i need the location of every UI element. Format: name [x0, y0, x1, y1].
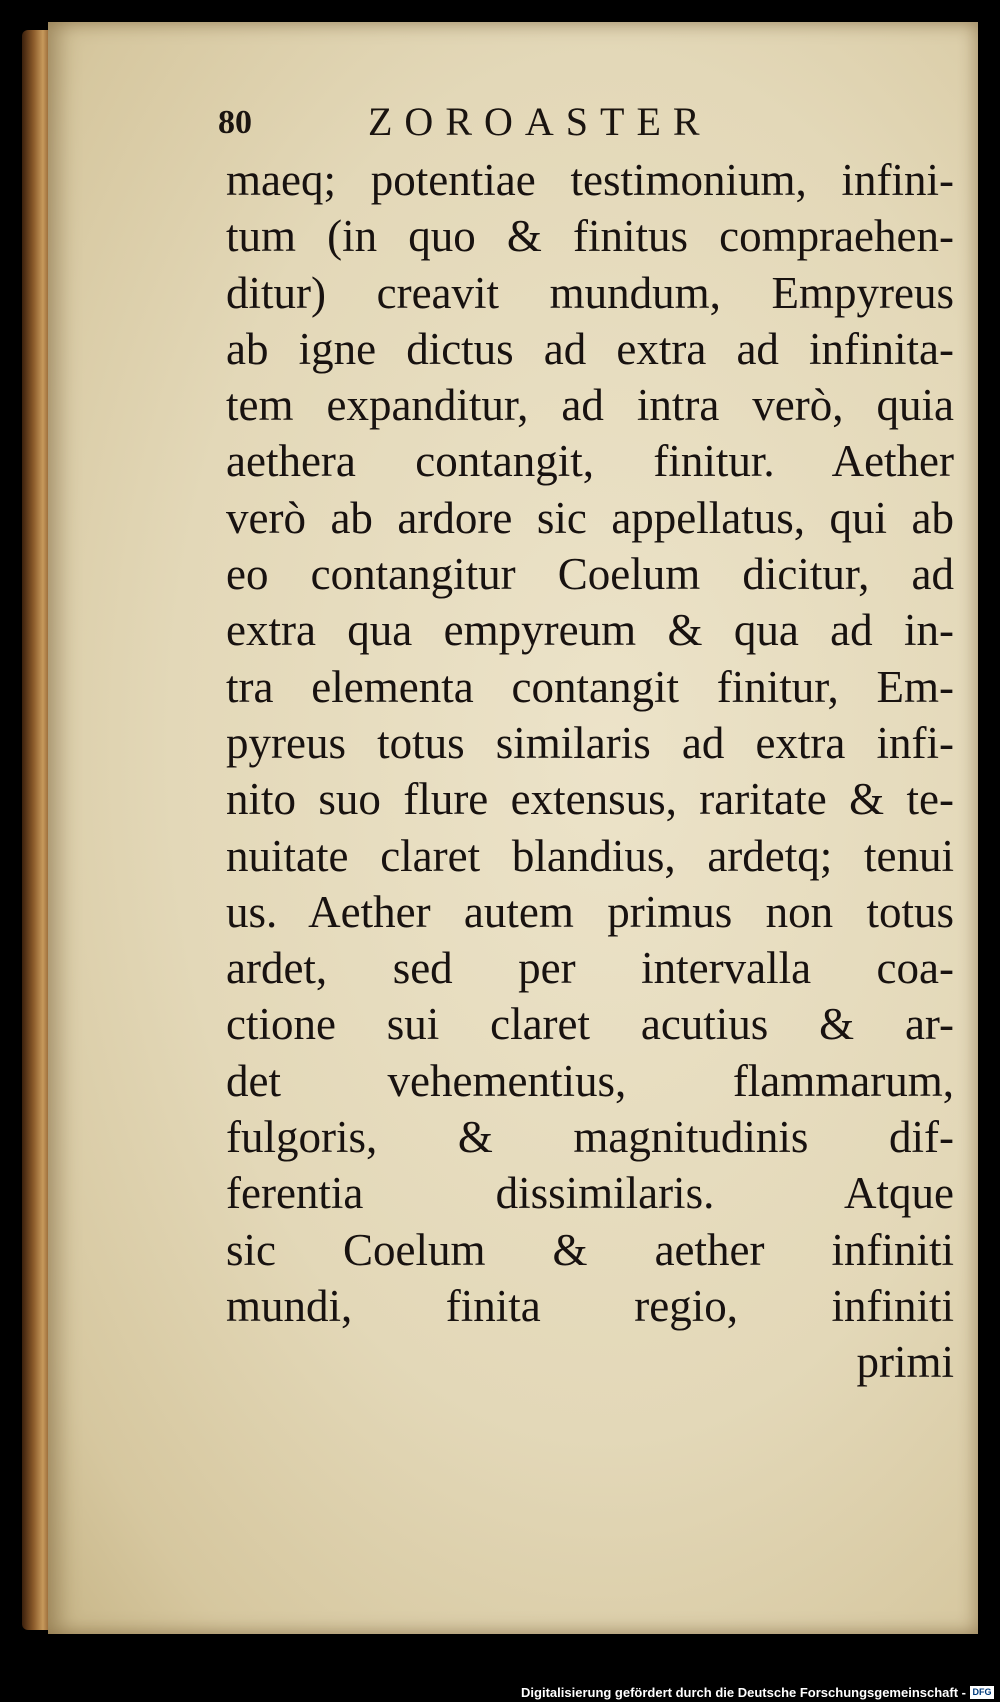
text-line: mundi, finita regio, infiniti — [226, 1280, 954, 1331]
text-line: nito suo flure extensus, raritate & te- — [226, 774, 954, 825]
text-line: fulgoris, & magnitudinis dif- — [226, 1112, 954, 1163]
catchword: primi — [856, 1337, 954, 1388]
text-line: ardet, sed per intervalla coa- — [226, 943, 954, 994]
text-line: tem expanditur, ad intra verò, quia — [226, 380, 954, 431]
text-line: maeq; potentiae testimonium, infini- — [226, 155, 954, 205]
dfg-logo-icon: DFG — [970, 1686, 994, 1699]
text-line: ab igne dictus ad extra ad infinita- — [226, 323, 954, 374]
text-line: tra elementa contangit finitur, Em- — [226, 661, 954, 712]
text-line: ferentia dissimilaris. Atque — [226, 1168, 954, 1219]
running-head: ZOROASTER — [368, 99, 712, 144]
text-line: nuitate claret blandius, ardetq; tenui — [226, 830, 954, 881]
digitization-credit: Digitalisierung gefördert durch die Deutsche Forschungsgemeinschaft - — [521, 1685, 966, 1700]
text-line: extra qua empyreum & qua ad in- — [226, 605, 954, 656]
text-line: aethera contangit, finitur. Aether — [226, 436, 954, 487]
text-line: ctione sui claret acutius & ar- — [226, 999, 954, 1050]
text-line: eo contangitur Coelum dicitur, ad — [226, 549, 954, 600]
text-line: verò ab ardore sic appellatus, qui ab — [226, 492, 954, 543]
text-line: us. Aether autem primus non totus — [226, 886, 954, 937]
text-line: ditur) creavit mundum, Empyreus — [226, 267, 954, 318]
text-line: sic Coelum & aether infiniti — [226, 1224, 954, 1275]
text-line: tum (in quo & finitus compraehen- — [226, 211, 954, 262]
page-number: 80 — [218, 104, 252, 141]
page-header — [218, 98, 778, 148]
text-line: det vehementius, flammarum, — [226, 1055, 954, 1106]
body-text — [226, 152, 954, 1391]
text-line: pyreus totus similaris ad extra infi- — [226, 717, 954, 768]
